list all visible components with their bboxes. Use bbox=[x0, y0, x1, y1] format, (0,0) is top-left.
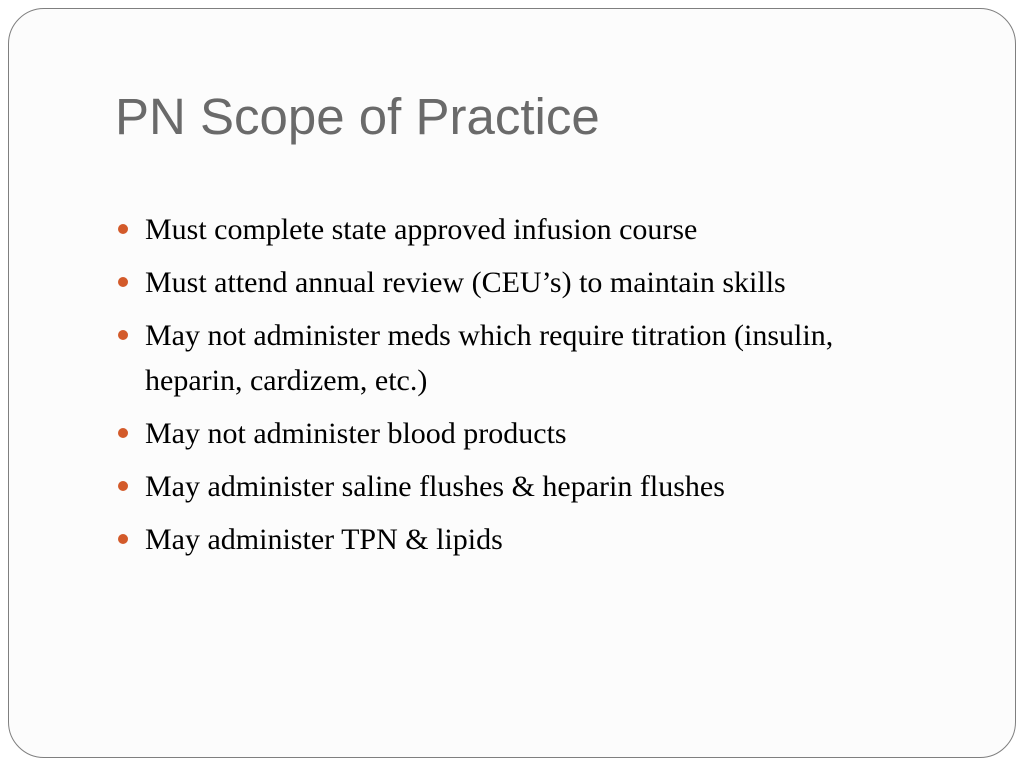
bullet-icon bbox=[118, 224, 128, 234]
bullet-text: May not administer blood products bbox=[145, 417, 567, 450]
list-item bbox=[115, 260, 935, 305]
bullet-text: May administer saline flushes & heparin flushes bbox=[145, 470, 725, 503]
bullet-icon bbox=[118, 330, 128, 340]
bullet-text: Must complete state approved infusion course bbox=[145, 213, 698, 246]
bullet-text: May administer TPN & lipids bbox=[145, 523, 503, 556]
list-item bbox=[115, 207, 935, 252]
bullet-icon bbox=[118, 277, 128, 287]
bullet-icon bbox=[118, 534, 128, 544]
list-item bbox=[115, 464, 935, 509]
bullet-icon bbox=[118, 428, 128, 438]
slide-title: PN Scope of Practice bbox=[115, 88, 600, 145]
list-item bbox=[115, 517, 935, 562]
bullet-text: Must attend annual review (CEU’s) to maintain skills bbox=[145, 266, 786, 299]
bullet-icon bbox=[118, 481, 128, 491]
bullet-list bbox=[115, 207, 935, 570]
bullet-text: May not administer meds which require titration (insulin, heparin, cardizem, etc.) bbox=[145, 319, 834, 397]
slide-frame bbox=[8, 8, 1016, 758]
list-item bbox=[115, 313, 935, 403]
list-item bbox=[115, 411, 935, 456]
